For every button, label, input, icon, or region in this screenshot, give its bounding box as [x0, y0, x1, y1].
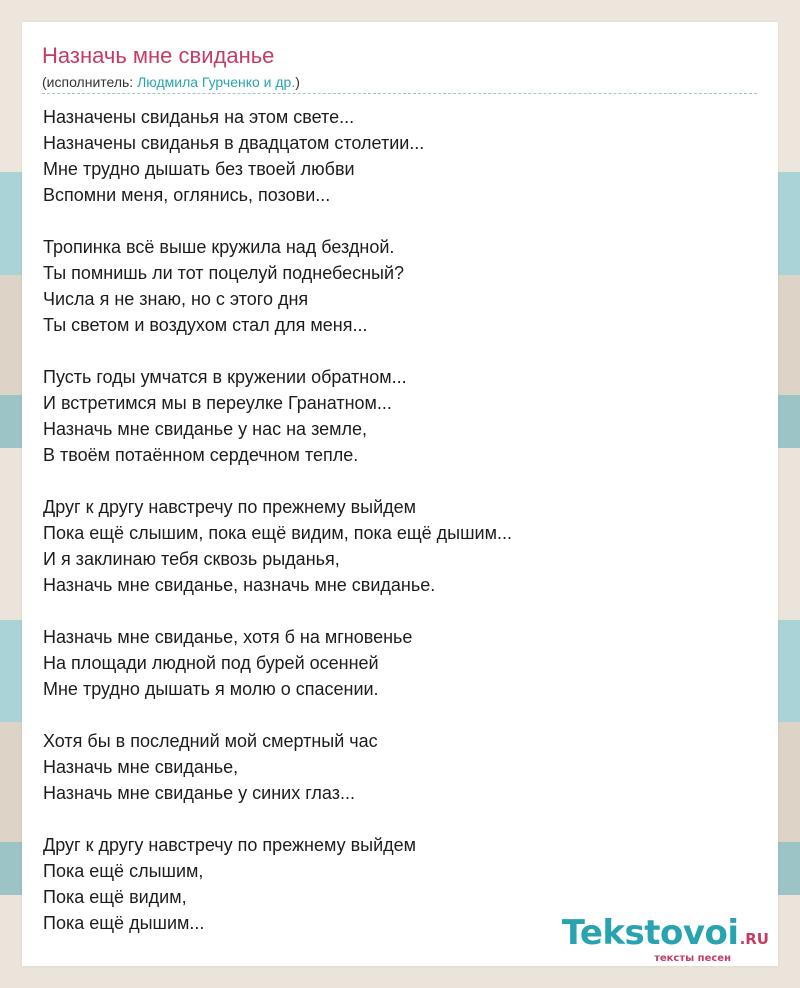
lyrics-line: В твоём потаённом сердечном тепле.	[43, 445, 359, 465]
logo-tagline: тексты песен	[654, 953, 731, 964]
lyrics-line: Назначь мне свиданье, назначь мне свиданье.	[43, 575, 436, 595]
lyrics-stanza	[43, 624, 512, 702]
lyrics-line: Друг к другу навстречу по прежнему выйдем	[43, 835, 417, 855]
lyrics-stanza	[43, 728, 512, 806]
lyrics-line: Мне трудно дышать я молю о спасении.	[43, 679, 379, 699]
lyrics-line: Назначены свиданья на этом свете...	[43, 107, 355, 127]
lyrics-line: Ты помнишь ли тот поцелуй поднебесный?	[43, 263, 405, 283]
lyrics-stanza	[43, 832, 512, 936]
lyrics-line: Назначь мне свиданье у нас на земле,	[43, 419, 368, 439]
artist-suffix: )	[295, 74, 300, 90]
lyrics-line: И я заклинаю тебя сквозь рыданья,	[43, 549, 340, 569]
site-logo[interactable]	[562, 914, 769, 964]
lyrics-line: Назначь мне свиданье у синих глаз...	[43, 783, 355, 803]
lyrics-line: Пока ещё дышим...	[43, 913, 205, 933]
lyrics-line: На площади людной под бурей осенней	[43, 653, 379, 673]
artist-link[interactable]: Людмила Гурченко и др.	[137, 74, 296, 90]
lyrics-stanza	[43, 494, 512, 598]
lyrics-line: Хотя бы в последний мой смертный час	[43, 731, 378, 751]
lyrics-stanza	[43, 364, 512, 468]
lyrics-line: И встретимся мы в переулке Гранатном...	[43, 393, 392, 413]
song-title: Назначь мне свиданье	[42, 43, 275, 68]
lyrics-line: Пока ещё слышим,	[43, 861, 204, 881]
artist-prefix: (исполнитель:	[42, 74, 138, 90]
lyrics-body	[43, 104, 512, 936]
logo-name: Tekstovoi	[561, 913, 739, 953]
lyrics-line: Пока ещё видим,	[43, 887, 187, 907]
lyrics-line: Назначь мне свиданье, хотя б на мгновенье	[43, 627, 413, 647]
lyrics-line: Вспомни меня, оглянись, позови...	[43, 185, 331, 205]
lyrics-line: Числа я не знаю, но с этого дня	[43, 289, 309, 309]
lyrics-line: Тропинка всё выше кружила над бездной.	[43, 237, 395, 257]
logo-tld: .RU	[739, 930, 769, 948]
lyrics-line: Пусть годы умчатся в кружении обратном...	[43, 367, 407, 387]
logo-wordmark	[562, 914, 769, 958]
lyrics-line: Друг к другу навстречу по прежнему выйдем	[43, 497, 417, 517]
lyrics-line: Мне трудно дышать без твоей любви	[43, 159, 355, 179]
lyrics-line: Назначены свиданья в двадцатом столетии...	[43, 133, 425, 153]
artist-line	[42, 73, 757, 94]
lyrics-stanza	[43, 234, 512, 338]
lyrics-line: Ты светом и воздухом стал для меня...	[43, 315, 368, 335]
lyrics-line: Пока ещё слышим, пока ещё видим, пока ещё дышим...	[43, 523, 512, 543]
lyrics-card	[22, 22, 778, 966]
lyrics-stanza	[43, 104, 512, 208]
lyrics-line: Назначь мне свиданье,	[43, 757, 239, 777]
